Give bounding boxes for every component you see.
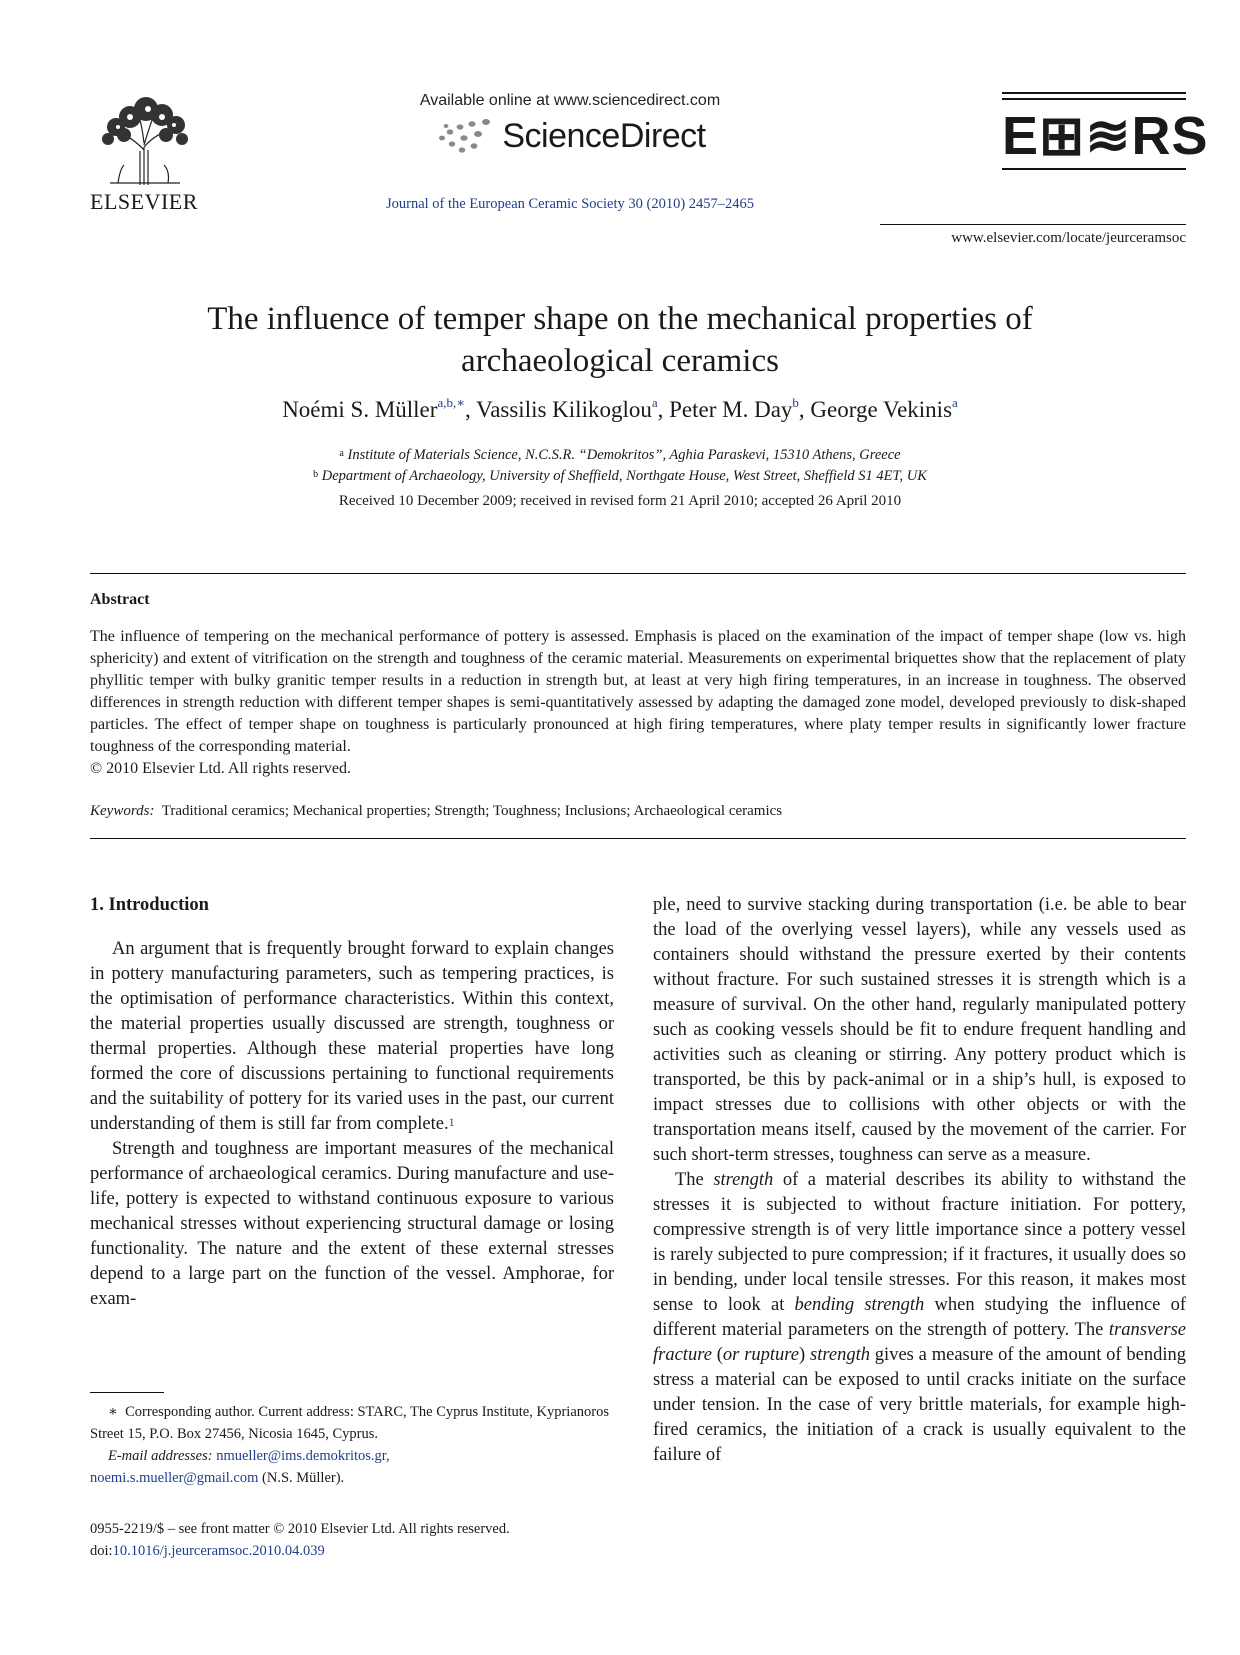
keywords bbox=[90, 803, 1186, 820]
paragraph: ple, need to survive stacking during transportation (i.e. be able to bear the load of the overlying vessel layers), while any vessels used as containers should withstand the pressure exerted by their contents without fracture. For such sustained stresses it is strength which is a measure of survival. On the other hand, regularly manipulated pottery such as cooking vessels should be fit to endure frequent handling and activities such as cleaning or stirring. Any pottery product which is transported, be this by pack-animal or in a ship’s hull, is exposed to impact stresses due to collisions with other objects or with the transportation means itself, caused by the movement of the carrier. For such short-term stresses, toughness can serve as a measure. bbox=[653, 895, 1186, 1165]
article-title: The influence of temper shape on the mechanical properties of archaeological ceramics bbox=[207, 301, 1033, 379]
affiliations bbox=[100, 445, 1140, 487]
ecers-logo bbox=[1002, 92, 1209, 170]
author-list: Noémi S. Müller$^{a,b,∗}$, Vassilis Kilikoglou$^a$, Peter M. Day$^b$, George Vekinis$^a$ bbox=[282, 395, 958, 422]
front-matter bbox=[90, 1518, 620, 1562]
keywords-label: Keywords: bbox=[90, 803, 155, 819]
abstract-text: The influence of tempering on the mechanical performance of pottery is assessed. Emphasis is placed on the examination of the impact of temper shape (low vs. high sphericity) and extent of vitrification on the strength and toughness of the ceramic material. Measurements on experimental briquettes show that the replacement of platy phyllitic temper with bulky granitic temper results in a reduction in strength but, at least at very high firing temperatures, in an increase in toughness. The observed differences in strength reduction with different temper shapes is semi-quantitatively assessed by adapting the damaged zone model, developed previously to disk-shaped particles. The effect of temper shape on toughness is particularly pronounced at high firing temperatures, where platy temper results in significantly lower fracture toughness of the corresponding material. bbox=[90, 628, 1186, 755]
author-affiliation-mark[interactable]: a bbox=[952, 395, 958, 410]
author-name: Vassilis Kilikoglou bbox=[476, 397, 652, 422]
email-link[interactable]: nmueller@ims.demokritos.gr, bbox=[216, 1448, 390, 1464]
author-affiliation-mark[interactable]: a bbox=[651, 395, 658, 410]
abstract-rule-bottom bbox=[90, 838, 1186, 839]
issn-line: 0955-2219/$ – see front matter © 2010 Elsevier Ltd. All rights reserved. bbox=[90, 1521, 510, 1537]
corresponding-author-footnote bbox=[90, 1401, 620, 1489]
section-heading: 1. Introduction bbox=[90, 895, 209, 915]
ecers-wordmark: E⊞≋RS bbox=[1002, 106, 1209, 166]
paragraph: Strength and toughness are important measures of the mechanical performance of archaeological ceramics. During manufacture and use-life, pottery is expected to withstand continuous exposure to various mechanical stresses without experiencing structural damage or losing functionality. The nature and the extent of these external stresses depend to a large part on the function of the vessel. Amphorae, for exam- bbox=[90, 1139, 614, 1309]
paragraph: The strength of a material describes its ability to withstand the stresses it is subjected to without fracture initiation. For pottery, compressive strength is of very little importance since a pottery vessel is rarely subjected to pure compression; if it fractures, it usually does so in bending, under local tensile stresses. For this reason, it makes most sense to look at bending strength when studying the influence of different material parameters on the strength of pottery. The transverse fracture (or rupture) strength gives a measure of the amount of bending stress a material can be exposed to until cracks initiate on the surface under tension. In the case of very brittle materials, for example high-fired ceramics, the initiation of a crack is usually equivalent to the failure of bbox=[653, 1170, 1187, 1465]
doi-line: doi:10.1016/j.jeurceramsoc.2010.04.039 bbox=[90, 1543, 325, 1559]
footnote-rule bbox=[90, 1392, 164, 1393]
affiliation-text: Department of Archaeology, University of Sheffield, Northgate House, West Street, Sheffield S1 4ET, UK bbox=[321, 468, 927, 484]
author-affiliation-mark[interactable]: a,b,∗ bbox=[437, 395, 466, 410]
abstract-rule-top bbox=[90, 573, 1186, 574]
journal-site-link[interactable]: www.elsevier.com/locate/jeurceramsoc bbox=[951, 230, 1186, 246]
affiliation-line bbox=[100, 445, 1140, 466]
journal-reference-link[interactable]: Journal of the European Ceramic Society 30 (2010) 2457–2465 bbox=[385, 196, 755, 212]
author-name: Peter M. Day bbox=[669, 397, 793, 422]
paragraph bbox=[90, 937, 614, 1137]
email-link[interactable]: noemi.s.mueller@gmail.com bbox=[90, 1470, 259, 1486]
affiliation-text: Institute of Materials Science, N.C.S.R. “Demokritos”, Aghia Paraskevi, 15310 Athens, Greece bbox=[347, 447, 901, 463]
paragraph-text: An argument that is frequently brought forward to explain changes in pottery manufacturing parameters, such as tempering practices, is the optimisation of performance characteristics. Within this context, the material properties usually discussed are strength, toughness or thermal properties. Although these material properties have long formed the core of discussions pertaining to functional requirements and the suitability of pottery for its varied uses in the past, our current understanding of them is still far from complete. bbox=[90, 939, 614, 1134]
keywords-list: Traditional ceramics; Mechanical properties; Strength; Toughness; Inclusions; Archaeological ceramics bbox=[161, 803, 783, 819]
site-url-rule bbox=[880, 224, 1186, 225]
abstract-copyright: © 2010 Elsevier Ltd. All rights reserved. bbox=[90, 760, 351, 777]
corresponding-note: ∗ Corresponding author. Current address: STARC, The Cyprus Institute, Kyprianoros Street 15, P.O. Box 27456, Nicosia 1645, Cyprus. bbox=[90, 1404, 609, 1442]
abstract-body bbox=[90, 626, 1186, 780]
affiliation-mark: b bbox=[313, 469, 319, 480]
sciencedirect-wordmark: ScienceDirect bbox=[502, 116, 706, 155]
received-dates: Received 10 December 2009; received in revised form 21 April 2010; accepted 26 April 2010 bbox=[338, 493, 902, 509]
body-column-left bbox=[90, 893, 614, 1312]
footnote-ref[interactable]: 1 bbox=[448, 1115, 455, 1129]
sciencedirect-banner bbox=[360, 92, 780, 158]
author-name: George Vekinis bbox=[810, 397, 953, 422]
publisher-name: ELSEVIER bbox=[90, 189, 198, 214]
ecers-rule-top bbox=[1002, 92, 1186, 94]
author-affiliation-mark[interactable]: b bbox=[792, 395, 799, 410]
affiliation-mark: a bbox=[339, 448, 344, 459]
sciencedirect-logo bbox=[360, 114, 780, 158]
email-addresses: E-mail addresses: nmueller@ims.demokritos.gr, bbox=[108, 1448, 390, 1464]
elsevier-logo bbox=[84, 95, 204, 215]
abstract-heading: Abstract bbox=[90, 591, 150, 608]
elsevier-tree-icon bbox=[90, 95, 198, 187]
body-column-right bbox=[653, 893, 1186, 1468]
sciencedirect-dots-icon bbox=[434, 116, 496, 156]
doi-link[interactable]: 10.1016/j.jeurceramsoc.2010.04.039 bbox=[112, 1543, 325, 1559]
ecers-rule-bottom bbox=[1002, 168, 1186, 170]
affiliation-line bbox=[100, 466, 1140, 487]
ecers-rule-top-2 bbox=[1002, 98, 1186, 100]
email-addresses-cont: noemi.s.mueller@gmail.com (N.S. Müller). bbox=[90, 1470, 345, 1486]
available-online-text: Available online at www.sciencedirect.com bbox=[419, 92, 721, 109]
author-name: Noémi S. Müller bbox=[282, 397, 438, 422]
